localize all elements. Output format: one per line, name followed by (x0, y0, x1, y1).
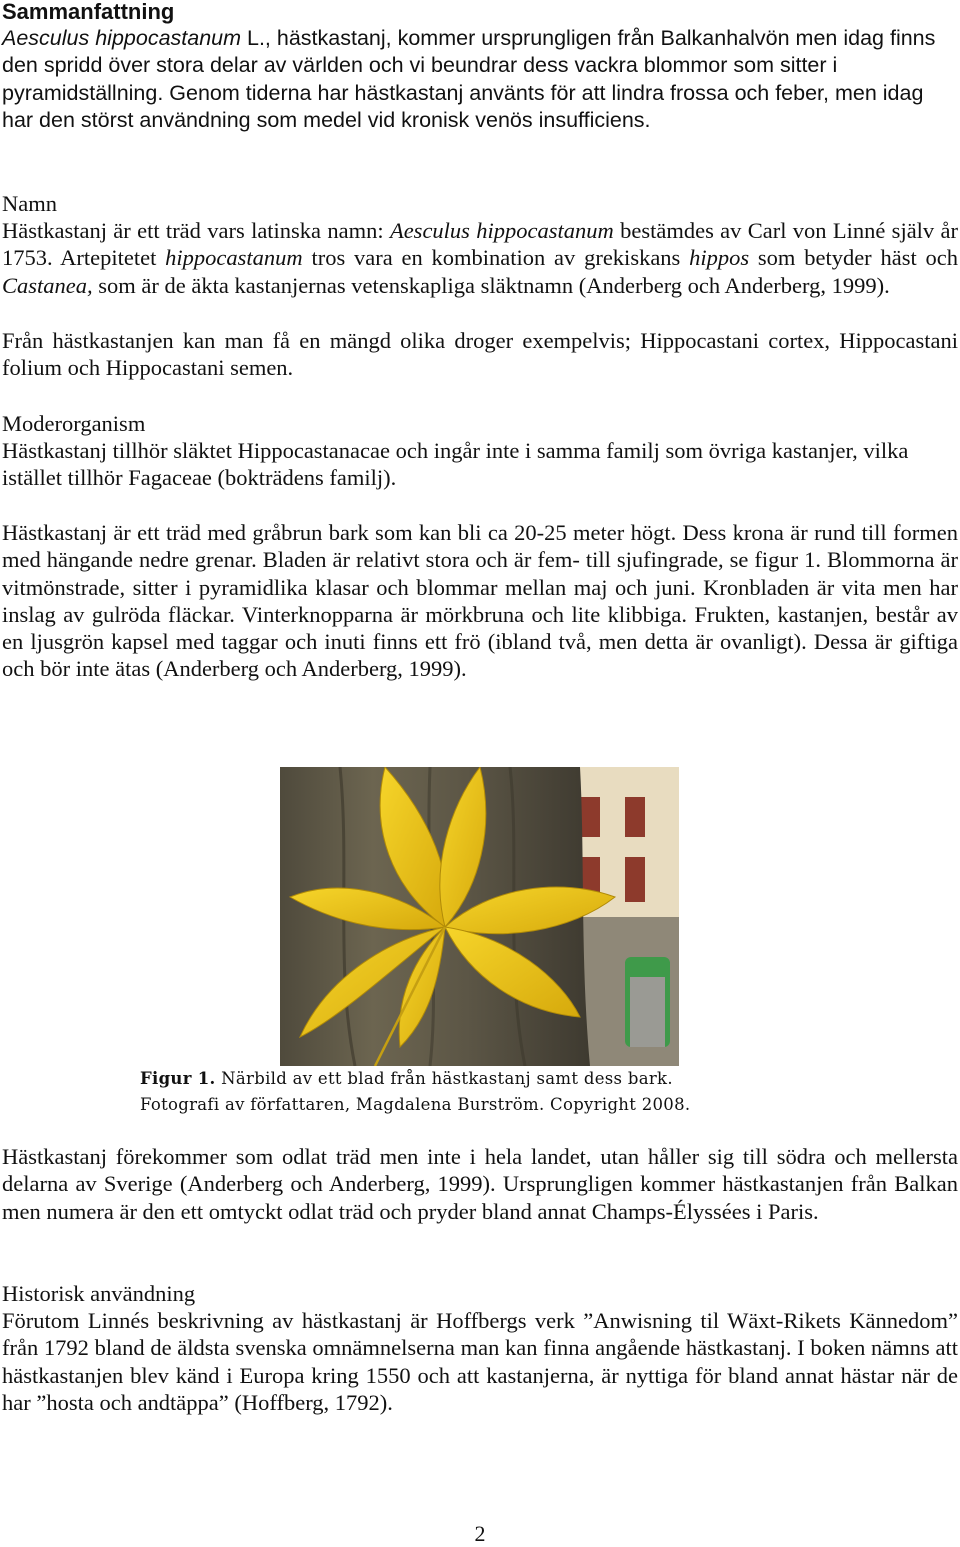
genus-name: Castanea, (2, 272, 93, 298)
history-paragraph: Förutom Linnés beskrivning av hästkastanj är Hoffbergs verk ”Anwisning til Wäxt-Rikets Kännedom” från 1792 bland de äldsta svenska omnämnelserna man kan finna angående hästkastanj. I boken nämns att hästkastanjen blev känd i Europa kring 1550 och att kastanjerna, är nyttiga för bland annat hästar när de har ”hosta och andtäppa” (Hoffberg, 1792). (2, 1308, 958, 1415)
chestnut-leaf-on-bark-photo (280, 767, 679, 1066)
distribution-paragraph: Hästkastanj förekommer som odlat träd men inte i hela landet, utan håller sig till södra och mellersta delarna av Sverige (Anderberg och Anderberg, 1999). Ursprungligen kommer hästkastanjen från Balkan men numera är den ett omtyckt odlat träd och pryder bland annat Champs-Élyssées i Paris. (2, 1144, 958, 1224)
figure-label: Figur 1. (140, 1069, 216, 1088)
greek-word: hippos (689, 245, 750, 271)
name-heading: Namn (2, 191, 57, 216)
mother-organism-paragraph-1: Hästkastanj tillhör släktet Hippocastanacae och ingår inte i samma familj som övriga kastanjer, vilka istället tillhör Fagaceae (bokträdens familj). (2, 438, 909, 491)
summary-paragraph (2, 25, 958, 134)
summary-text: L., hästkastanj, kommer ursprungligen från Balkanhalvön men idag finns den spridd över stora delar av världen och vi beundrar dess vackra blommor som sitter i pyramidställning. Genom tiderna har hästkastanj använts för att lindra frossa och feber, men idag har den störst användning som medel vid kronisk venös insufficiens. (2, 26, 936, 132)
summary-species-name: Aesculus hippocastanum (2, 26, 242, 50)
summary-heading: Sammanfattning (2, 0, 175, 24)
mother-organism-heading: Moderorganism (2, 411, 146, 436)
name-paragraph-1: Hästkastanj är ett träd vars latinska namn: Aesculus hippocastanum bestämdes av Carl von Linné själv år 1753. Artepitetet hippocastanum tros vara en kombination av grekiskans hippos som betyder häst och Castanea, som är de äkta kastanjernas vetenskapliga släktnamn (Anderberg och Anderberg, 1999). (2, 218, 958, 298)
page-number: 2 (474, 1521, 486, 1546)
name-paragraph-2: Från hästkastanjen kan man få en mängd olika droger exempelvis; Hippocastani cortex, Hippocastani folium och Hippocastani semen. (2, 328, 958, 381)
history-heading: Historisk användning (2, 1281, 196, 1306)
species-name: Aesculus hippocastanum (389, 218, 614, 243)
figure-caption-line-2: Fotografi av författaren, Magdalena Burström. Copyright 2008. (140, 1095, 691, 1114)
epithet: hippocastanum (165, 245, 303, 271)
mother-organism-paragraph-2: Hästkastanj är ett träd med gråbrun bark som kan bli ca 20-25 meter högt. Dess krona är rund till formen med hängande nedre grenar. Bladen är relativt stora och är fem- till sjufingrade, se figur 1. Blommorna är vitmönstrade, sitter i pyramidlika klasar och blommar mellan maj och juni. Kronbladen är vita men har inslag av gulröda fläckar. Vinterknopparna är mörkbruna och lite klibbiga. Frukten, kastanjen, består av en ljusgrön kapsel med taggar och inuti finns ett frö (ibland två, men detta är ovanligt). Dessa är giftiga och bör inte ätas (Anderberg och Anderberg, 1999). (2, 520, 958, 682)
figure-caption-line-1: Figur 1. Närbild av ett blad från hästkastanj samt dess bark. (140, 1069, 673, 1088)
